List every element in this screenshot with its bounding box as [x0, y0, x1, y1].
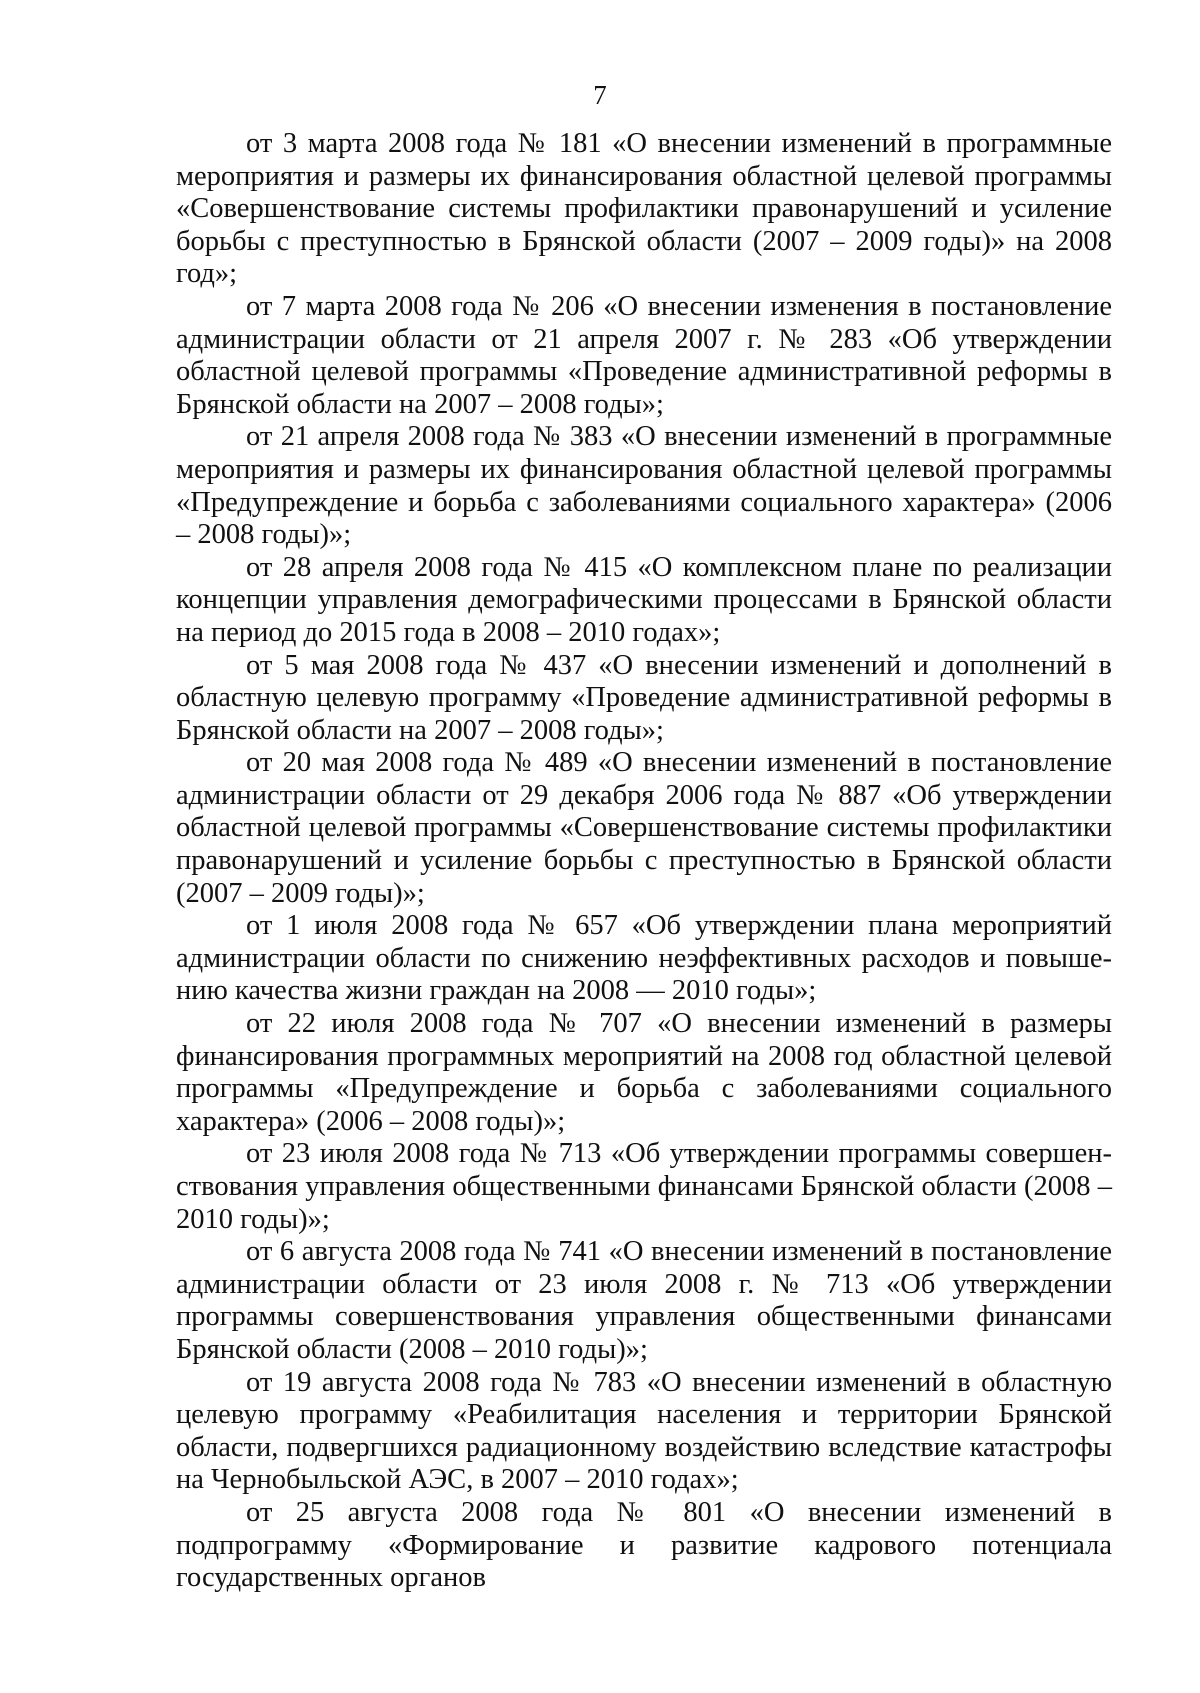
paragraph-resolution-489: от 20 мая 2008 года № 489 «О внесении изменений в постановление администрации области от 29 декабря 2006 года № 887 «Об утверждении областной целевой программы «Совершенствование системы профилактики правонарушений и усиление борьбы с преступностью в Брянской области (2007 – 2009 годы)»; — [176, 747, 1112, 909]
paragraph-resolution-437: от 5 мая 2008 года № 437 «О внесении изменений и дополнений в областную целевую программу «Проведение административной реформы в Брянской области на 2007 – 2008 годы»; — [176, 649, 1112, 746]
paragraph-resolution-181: от 3 марта 2008 года № 181 «О внесении изменений в программные мероприятия и размеры их финансирования областной целевой программы «Совершенствование системы профилактики правонарушений и усиление борьбы с преступностью в Брянской области (2007 – 2009 годы)» на 2008 год»; — [176, 128, 1112, 290]
paragraph-resolution-206: от 7 марта 2008 года № 206 «О внесении изменения в постановление администрации области от 21 апреля 2007 г. № 283 «Об утверждении областной целевой программы «Проведение административной реформы в Брянской области на 2007 – 2008 годы»; — [176, 290, 1112, 420]
paragraph-resolution-383: от 21 апреля 2008 года № 383 «О внесении изменений в программные мероприятия и размеры их финансирования областной целевой программы «Предупреждение и борьба с заболеваниями социального характера» (2006 – 2008 годы)»; — [176, 421, 1112, 551]
paragraph-resolution-741: от 6 августа 2008 года № 741 «О внесении изменений в постановление администрации области от 23 июля 2008 г. № 713 «Об утверждении программы совершенствования управления общественными финансами Брянской области (2008 – 2010 годы)»; — [176, 1236, 1112, 1365]
paragraph-resolution-657: от 1 июля 2008 года № 657 «Об утверждении плана мероприятий администрации области по снижению неэффективных расходов и повышению качества жизни граждан на 2008 — 2010 годы»; — [176, 910, 1112, 1007]
paragraph-resolution-783: от 19 августа 2008 года № 783 «О внесении изменений в областную целевую программу «Реабилитация населения и территории Брянской области, подвергшихся радиационному воздействию вследствие катастрофы на Чернобыльской АЭС, в 2007 – 2010 годах»; — [176, 1366, 1112, 1496]
paragraph-resolution-713: от 23 июля 2008 года № 713 «Об утверждении программы совершенствования управления общественными финансами Брянской области (2008 – 2010 годы)»; — [176, 1138, 1112, 1235]
paragraph-resolution-801: от 25 августа 2008 года № 801 «О внесении изменений в подпрограмму «Формирование и развитие кадрового потенциала государственных органов — [176, 1496, 1112, 1594]
paragraph-resolution-415: от 28 апреля 2008 года № 415 «О комплексном плане по реализации концепции управления демографическими процессами в Брянской области на период до 2015 года в 2008 – 2010 годах»; — [176, 551, 1112, 648]
paragraph-resolution-707: от 22 июля 2008 года № 707 «О внесении изменений в размеры финансирования программных мероприятий на 2008 год областной целевой программы «Предупреждение и борьба с заболеваниями социального характера» (2006 – 2008 годы)»; — [176, 1008, 1112, 1137]
document-body — [176, 128, 1112, 1595]
page-number: 7 — [593, 80, 607, 110]
